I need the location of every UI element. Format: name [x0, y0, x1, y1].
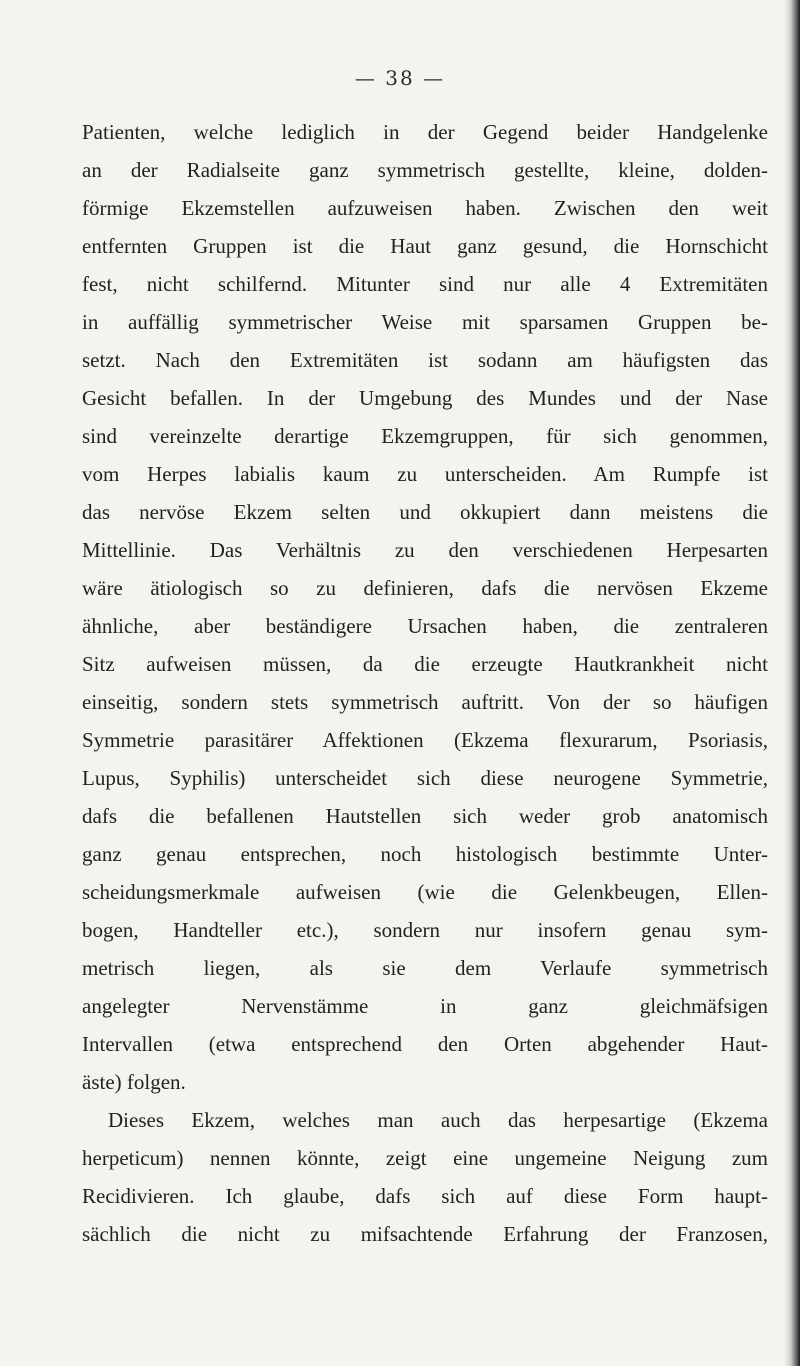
text-line-paragraph-start: Dieses Ekzem, welches man auch das herpesartige (Ekzema — [108, 1108, 768, 1132]
text-line: in auffällig symmetrischer Weise mit sparsamen Gruppen be- — [82, 310, 768, 334]
text-line: wäre ätiologisch so zu definieren, dafs die nervösen Ekzeme — [82, 576, 768, 600]
text-line: Patienten, welche lediglich in der Gegend beider Handgelenke — [82, 120, 768, 144]
page-edge-shadow — [784, 0, 800, 1366]
text-line: setzt. Nach den Extremitäten ist sodann am häufigsten das — [82, 348, 768, 372]
text-line: sind vereinzelte derartige Ekzemgruppen, für sich genommen, — [82, 424, 768, 448]
text-line: metrisch liegen, als sie dem Verlaufe symmetrisch — [82, 956, 768, 980]
text-line: Intervallen (etwa entsprechend den Orten abgehender Haut- — [82, 1032, 768, 1056]
text-line: vom Herpes labialis kaum zu unterscheiden. Am Rumpfe ist — [82, 462, 768, 486]
text-line: herpeticum) nennen könnte, zeigt eine ungemeine Neigung zum — [82, 1146, 768, 1170]
text-line: Lupus, Syphilis) unterscheidet sich diese neurogene Symmetrie, — [82, 766, 768, 790]
text-line: dafs die befallenen Hautstellen sich weder grob anatomisch — [82, 804, 768, 828]
text-line: an der Radialseite ganz symmetrisch gestellte, kleine, dolden- — [82, 158, 768, 182]
text-line: ähnliche, aber beständigere Ursachen haben, die zentraleren — [82, 614, 768, 638]
page-number: — 38 — — [354, 66, 446, 90]
text-line: scheidungsmerkmale aufweisen (wie die Gelenkbeugen, Ellen- — [82, 880, 768, 904]
text-line: bogen, Handteller etc.), sondern nur insofern genau sym- — [82, 918, 768, 942]
text-line: das nervöse Ekzem selten und okkupiert dann meistens die — [82, 500, 768, 524]
text-line: förmige Ekzemstellen aufzuweisen haben. Zwischen den weit — [82, 196, 768, 220]
text-line: einseitig, sondern stets symmetrisch auftritt. Von der so häufigen — [82, 690, 768, 714]
text-line: fest, nicht schilfernd. Mitunter sind nur alle 4 Extremitäten — [82, 272, 768, 296]
text-line: sächlich die nicht zu mifsachtende Erfahrung der Franzosen, — [82, 1222, 768, 1246]
text-line: Mittellinie. Das Verhältnis zu den verschiedenen Herpesarten — [82, 538, 768, 562]
text-line: angelegter Nervenstämme in ganz gleichmäfsigen — [82, 994, 768, 1018]
text-line: ganz genau entsprechen, noch histologisch bestimmte Unter- — [82, 842, 768, 866]
text-line: entfernten Gruppen ist die Haut ganz gesund, die Hornschicht — [82, 234, 768, 258]
text-line: Gesicht befallen. In der Umgebung des Mundes und der Nase — [82, 386, 768, 410]
body-text — [82, 113, 768, 1253]
text-line: Sitz aufweisen müssen, da die erzeugte Hautkrankheit nicht — [82, 652, 768, 676]
text-line: Recidivieren. Ich glaube, dafs sich auf diese Form haupt- — [82, 1184, 768, 1208]
text-line: Symmetrie parasitärer Affektionen (Ekzema flexurarum, Psoriasis, — [82, 728, 768, 752]
text-line-paragraph-end: äste) folgen. — [82, 1070, 186, 1094]
